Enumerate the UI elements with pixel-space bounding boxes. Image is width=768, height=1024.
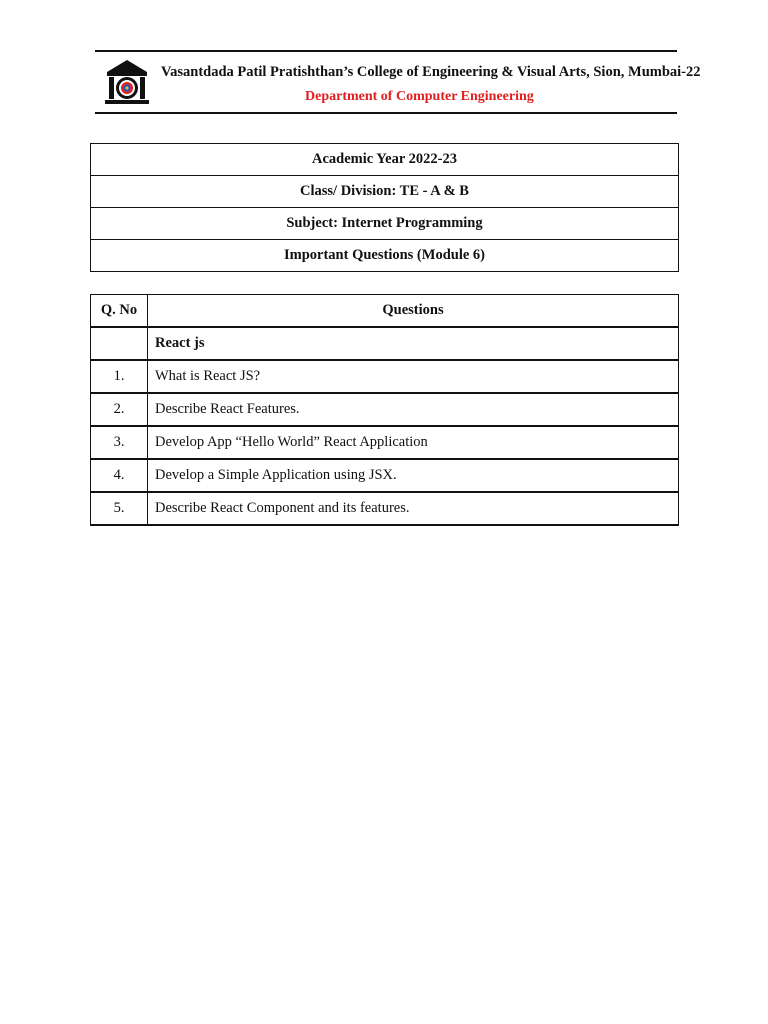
question-text: Develop a Simple Application using JSX. [148,459,679,492]
table-row [91,459,679,492]
table-row [91,426,679,459]
course-info-table [90,143,679,272]
document-header [95,50,701,114]
subject: Subject: Internet Programming [91,208,679,240]
table-row [91,393,679,426]
class-division: Class/ Division: TE - A & B [91,176,679,208]
questions-table [90,294,679,526]
header-q-no: Q. No [91,295,148,328]
document-title-row [91,240,679,272]
question-number: 4. [91,459,148,492]
question-number: 1. [91,360,148,393]
question-text: What is React JS? [148,360,679,393]
section-row [91,327,679,360]
academic-year-row [91,144,679,176]
section-label: React js [148,327,679,360]
section-no [91,327,148,360]
question-number: 2. [91,393,148,426]
question-number: 3. [91,426,148,459]
academic-year: Academic Year 2022-23 [91,144,679,176]
question-text: Develop App “Hello World” React Application [148,426,679,459]
question-text: Describe React Features. [148,393,679,426]
question-number: 5. [91,492,148,525]
table-header-row [91,295,679,328]
department-name: Department of Computer Engineering [305,89,534,104]
class-division-row [91,176,679,208]
header-questions: Questions [148,295,679,328]
table-row [91,360,679,393]
document-title: Important Questions (Module 6) [91,240,679,272]
question-text: Describe React Component and its features. [148,492,679,525]
college-name: Vasantdada Patil Pratishthan’s College of Engineering & Visual Arts, Sion, Mumbai-22 [161,64,701,80]
subject-row [91,208,679,240]
college-emblem-icon [103,58,151,108]
table-row [91,492,679,525]
